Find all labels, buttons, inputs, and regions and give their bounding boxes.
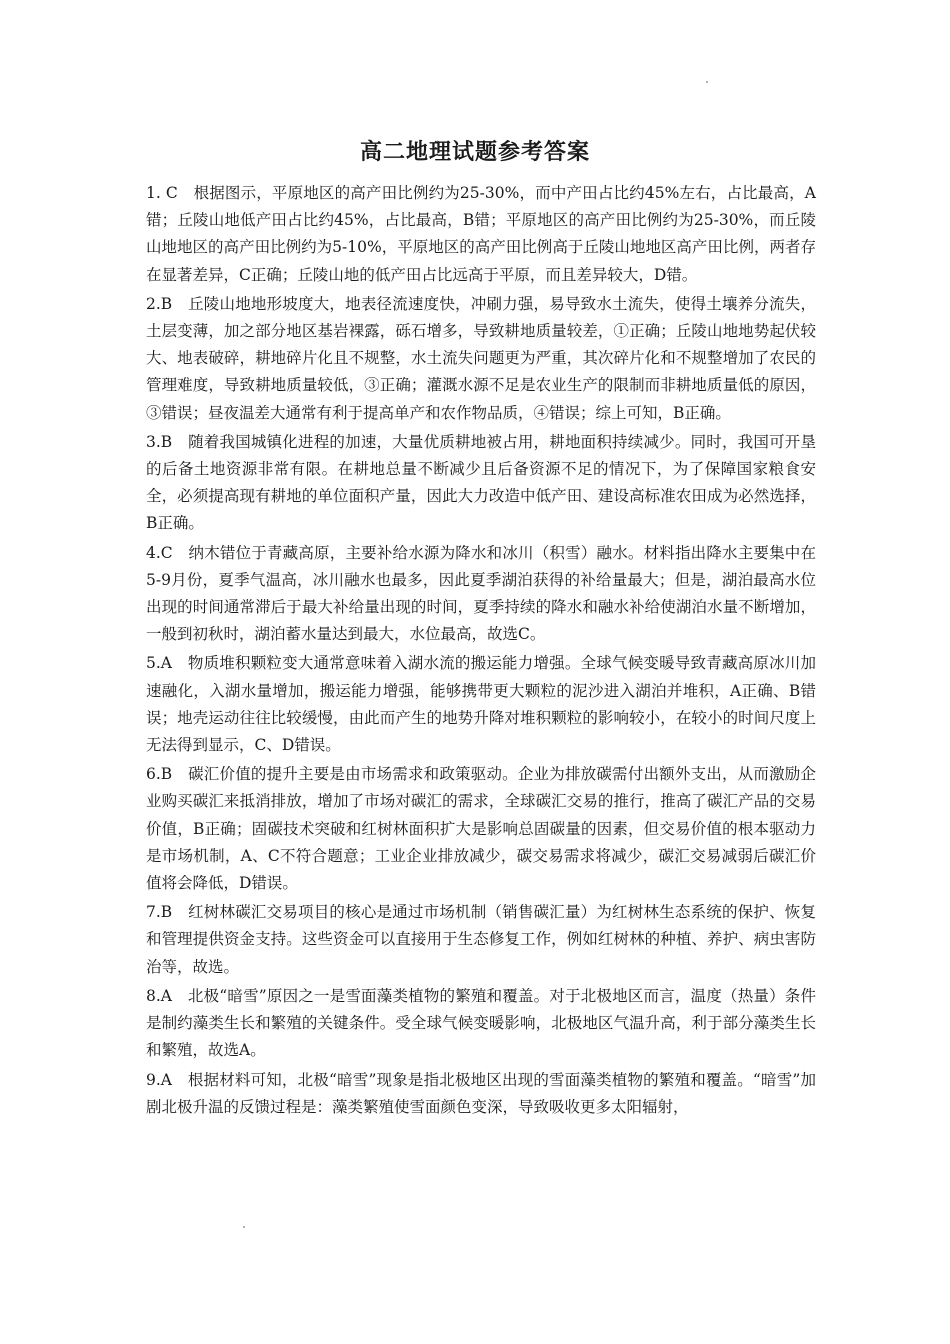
answer-2: 2.B 丘陵山地地形坡度大，地表径流速度快，冲刷力强，易导致水土流失，使得土壤养分流失，土层变薄，加之部分地区基岩裸露，砾石增多，导致耕地质量较差，①正确；丘陵山地地势起伏较大、地表破碎，耕地碎片化且不规整，水土流失问题更为严重，其次碎片化和不规整增加了农民的管理难度，导致耕地质量较低，③正确；灌溉水源不足是农业生产的限制而非耕地质量低的原因，③错误；昼夜温差大通常有利于提高单产和农作物品质，④错误；综上可知，B正确。 — [146, 294, 816, 422]
answer-9: 9.A 根据材料可知，北极“暗雪”现象是指北极地区出现的雪面藻类植物的繁殖和覆盖。“暗雪”加剧北极升温的反馈过程是：藻类繁殖使雪面颜色变深，导致吸收更多太阳辐射， — [146, 1070, 816, 1116]
answer-5: 5.A 物质堆积颗粒变大通常意味着入湖水流的搬运能力增强。全球气候变暖导致青藏高原冰川加速融化，入湖水量增加，搬运能力增强，能够携带更大颗粒的泥沙进入湖泊并堆积，A正确、B错误；地壳运动往往比较缓慢，由此而产生的地势升降对堆积颗粒的影响较小，在较小的时间尺度上无法得到显示，C、D错误。 — [146, 654, 816, 755]
answer-8: 8.A 北极“暗雪”原因之一是雪面藻类植物的繁殖和覆盖。对于北极地区而言，温度（热量）条件是制约藻类生长和繁殖的关键条件。受全球气候变暖影响，北极地区气温升高，利于部分藻类生长和繁殖，故选A。 — [146, 986, 816, 1060]
answer-7: 7.B 红树林碳汇交易项目的核心是通过市场机制（销售碳汇量）为红树林生态系统的保护、恢复和管理提供资金支持。这些资金可以直接用于生态修复工作，例如红树林的种植、养护、病虫害防治等，故选。 — [146, 903, 816, 976]
answer-1: 1. C 根据图示，平原地区的高产田比例约为25-30%，而中产田占比约45%左右，占比最高，A错；丘陵山地低产田占比约45%，占比最高，B错；平原地区的高产田比例约为25-30%，而丘陵山地地区的高产田比例约为5-10%，平原地区的高产田比例高于丘陵山地地区高产田比例，两者存在显著差异，C正确；丘陵山地的低产田占比远高于平原，而且差异较大，D错。 — [146, 184, 816, 284]
answer-4: 4.C 纳木错位于青藏高原，主要补给水源为降水和冰川（积雪）融水。材料指出降水主要集中在5-9月份，夏季气温高，冰川融水也最多，因此夏季湖泊获得的补给量最大；但是，湖泊最高水位出现的时间通常滞后于最大补给量出现的时间，夏季持续的降水和融水补给使湖泊水量不断增加，一般到初秋时，湖泊蓄水量达到最大，水位最高，故选C。 — [146, 543, 816, 644]
answer-list — [146, 180, 816, 1121]
answer-6: 6.B 碳汇价值的提升主要是由市场需求和政策驱动。企业为排放碳需付出额外支出，从而激励企业购买碳汇来抵消排放，增加了市场对碳汇的需求，全球碳汇交易的推行，推高了碳汇产品的交易价值，B正确；固碳技术突破和红树林面积扩大是影响总固碳量的因素，但交易价值的根本驱动力是市场机制，A、C不符合题意；工业企业排放减少，碳交易需求将减少，碳汇交易减弱后碳汇价值将会降低，D错误。 — [146, 765, 816, 893]
answer-3: 3.B 随着我国城镇化进程的加速，大量优质耕地被占用，耕地面积持续减少。同时，我国可开垦的后备土地资源非常有限。在耕地总量不断减少且后备资源不足的情况下，为了保障国家粮食安全，必须提高现有耕地的单位面积产量，因此大力改造中低产田、建设高标准农田成为必然选择，B正确。 — [146, 432, 816, 533]
scan-mark-top — [706, 81, 708, 83]
scan-mark-bottom — [243, 1226, 245, 1228]
page-title: 高二地理试题参考答案 — [359, 140, 590, 165]
